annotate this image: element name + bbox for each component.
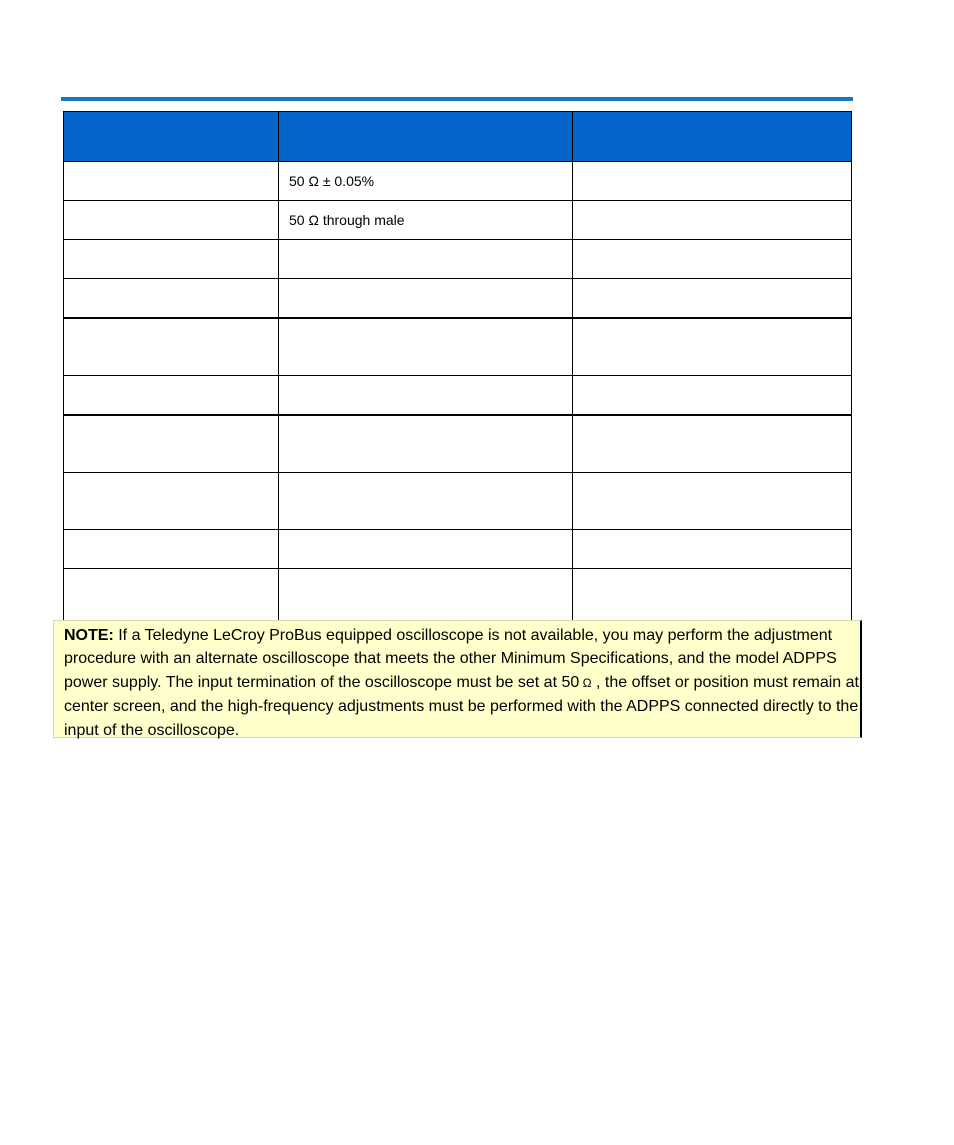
table-cell: 50 Ω through male xyxy=(279,201,573,240)
table-row xyxy=(64,162,852,201)
note-text: If a Teledyne LeCroy ProBus equipped oscilloscope is not available, you may perform the adjustment procedure with an alternate oscilloscope that meets the other Minimum Specifications, and the model ADPPS power supply. The input termination of the oscilloscope must be set at 50 xyxy=(64,627,837,691)
table-row xyxy=(64,569,852,626)
table-cell xyxy=(64,318,279,376)
table-cell xyxy=(279,376,573,416)
section-rule xyxy=(61,97,853,101)
table-header-row xyxy=(64,112,852,162)
table-cell xyxy=(573,318,852,376)
table-row xyxy=(64,279,852,319)
table-cell xyxy=(64,415,279,473)
note-label: NOTE: xyxy=(64,627,114,644)
table-cell xyxy=(64,569,279,626)
table-row xyxy=(64,318,852,376)
table-row xyxy=(64,530,852,569)
header-cell xyxy=(573,112,852,162)
table-cell xyxy=(573,162,852,201)
table-cell: 50 Ω ± 0.05% xyxy=(279,162,573,201)
table-cell xyxy=(64,376,279,416)
table-cell xyxy=(573,279,852,319)
table-cell xyxy=(573,240,852,279)
table-cell xyxy=(64,279,279,319)
equipment-table xyxy=(63,111,852,626)
table-cell xyxy=(573,376,852,416)
ohm-symbol: Ω xyxy=(579,675,592,690)
table-cell xyxy=(279,415,573,473)
table-cell xyxy=(64,473,279,530)
table-row xyxy=(64,473,852,530)
table-cell xyxy=(279,279,573,319)
table-cell xyxy=(279,240,573,279)
table-cell xyxy=(573,473,852,530)
table-cell xyxy=(64,240,279,279)
table-cell xyxy=(573,201,852,240)
table-cell xyxy=(279,569,573,626)
table-row xyxy=(64,376,852,416)
header-cell xyxy=(279,112,573,162)
table-cell xyxy=(573,569,852,626)
table-cell xyxy=(64,162,279,201)
table-cell xyxy=(64,530,279,569)
table-cell xyxy=(279,473,573,530)
table-cell xyxy=(64,201,279,240)
table-row xyxy=(64,240,852,279)
note-text-continued: , the offset or position must remain at center screen, and the high-frequency adjustments must be performed with the ADPPS connected directly to the input of the oscilloscope. xyxy=(64,673,859,739)
table-cell xyxy=(573,530,852,569)
table-row xyxy=(64,201,852,240)
table-cell xyxy=(573,415,852,473)
table-cell xyxy=(279,530,573,569)
table-cell xyxy=(279,318,573,376)
note-box xyxy=(53,620,862,738)
table-row xyxy=(64,415,852,473)
header-cell xyxy=(64,112,279,162)
